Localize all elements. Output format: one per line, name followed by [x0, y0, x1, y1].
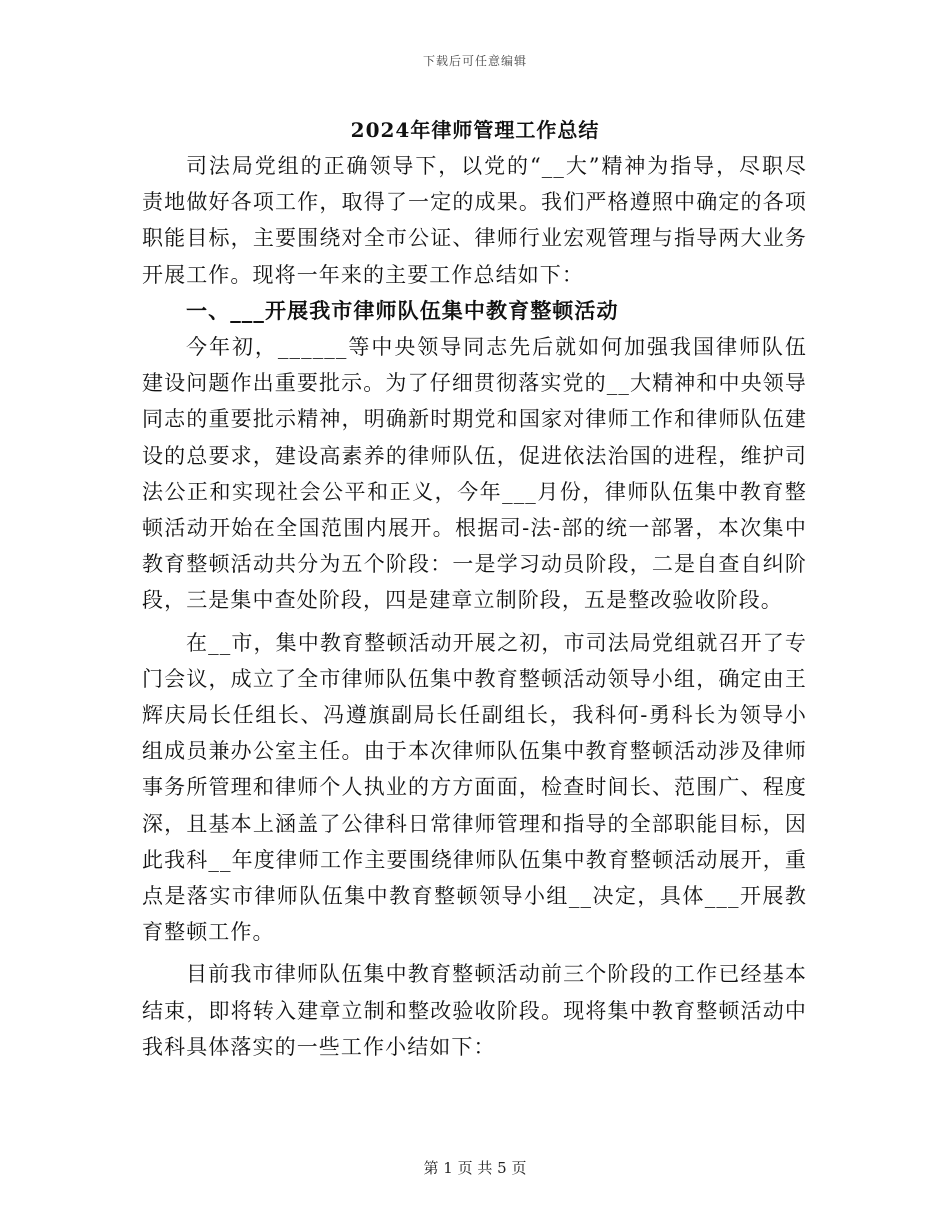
body-paragraph-1: 今年初，______等中央领导同志先后就如何加强我国律师队伍建设问题作出重要批示。为了仔细贯彻落实党的__大精神和中央领导同志的重要批示精神，明确新时期党和国家对律师工作和律师队伍建设的总要求，建设高素养的律师队伍，促进依法治国的进程，维护司法公正和实现社会公平和正义，今年___月份，律师队伍集中教育整顿活动开始在全国范围内展开。根据司-法-部的统一部署，本次集中教育整顿活动共分为五个阶段：一是学习动员阶段，二是自查自纠阶段，三是集中查处阶段，四是建章立制阶段，五是整改验收阶段。 [142, 335, 807, 613]
page-number-indicator: 第 1 页 共 5 页 [423, 1159, 527, 1177]
body-paragraph-3: 目前我市律师队伍集中教育整顿活动前三个阶段的工作已经基本结束，即将转入建章立制和整改验收阶段。现将集中教育整顿活动中我科具体落实的一些工作小结如下： [142, 962, 807, 1059]
body-paragraph-2: 在__市，集中教育整顿活动开展之初，市司法局党组就召开了专门会议，成立了全市律师队伍集中教育整顿活动领导小组，确定由王辉庆局长任组长、冯遵旗副局长任副组长，我科何-勇科长为领导小组成员兼办公室主任。由于本次律师队伍集中教育整顿活动涉及律师事务所管理和律师个人执业的方方面面，检查时间长、范围广、程度深，且基本上涵盖了公律科日常律师管理和指导的全部职能目标，因此我科__年度律师工作主要围绕律师队伍集中教育整顿活动展开，重点是落实市律师队伍集中教育整顿领导小组__决定，具体___开展教育整顿工作。 [142, 630, 807, 945]
intro-paragraph: 司法局党组的正确领导下，以党的“__大”精神为指导，尽职尽责地做好各项工作，取得了一定的成果。我们严格遵照中确定的各项职能目标，主要围绕对全市公证、律师行业宏观管理与指导两大业务开展工作。现将一年来的主要工作总结如下： [142, 154, 807, 287]
document-body [142, 148, 807, 1065]
page-header-note: 下载后可任意编辑 [422, 54, 527, 68]
section-heading-1: 一、___开展我市律师队伍集中教育整顿活动 [186, 297, 619, 323]
document-title: 2024年律师管理工作总结 [350, 118, 600, 142]
